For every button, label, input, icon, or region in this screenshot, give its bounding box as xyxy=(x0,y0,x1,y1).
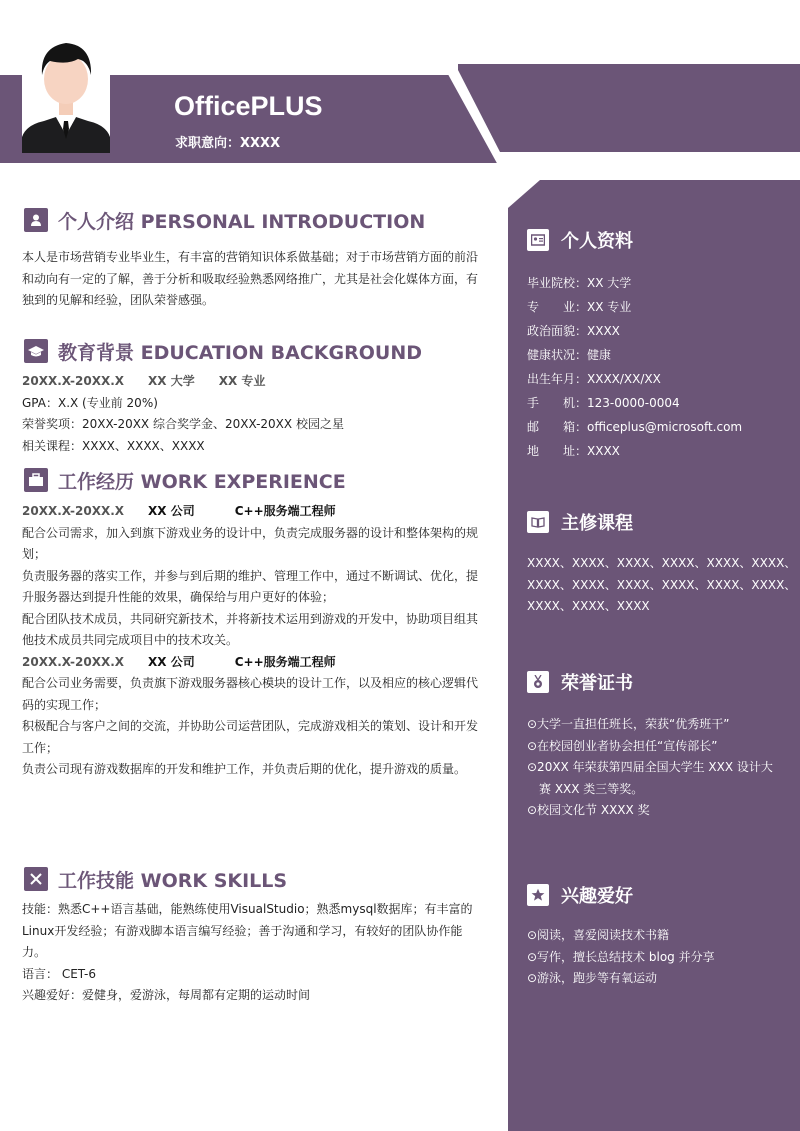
header-banner-right xyxy=(458,64,800,152)
profile-title: 个人资料 xyxy=(561,231,633,252)
star-icon xyxy=(527,884,549,906)
courses-title: 主修课程 xyxy=(561,513,633,534)
tools-icon xyxy=(24,867,48,891)
education-heading-row: 20XX.X-20XX.X XX 大学 XX 专业 xyxy=(22,374,266,388)
courses-section-header xyxy=(527,509,633,535)
work-section-header xyxy=(24,466,346,494)
hobbies-list: ⊙阅读，喜爱阅读技术书籍 ⊙写作，擅长总结技术 blog 并分享 ⊙游泳，跑步等有氧运动 xyxy=(527,928,715,985)
candidate-name: OfficePLUS xyxy=(174,91,323,121)
skills-title: 工作技能 WORK SKILLS xyxy=(58,869,288,892)
job-heading-row: 20XX.X-20XX.X XX 公司 C++服务端工程师 xyxy=(22,654,336,669)
avatar xyxy=(22,35,110,153)
intro-text: 本人是市场营销专业毕业生，有丰富的营销知识体系做基础；对于市场营销方面的前沿 和动向有一定的了解，善于分析和吸取经验熟悉网络推广，尤其是社会化媒体方面，有 独到的见解和经验，团队荣誉感强。 xyxy=(22,250,479,307)
skills-content: 技能：熟悉C++语言基础，能熟练使用VisualStudio；熟悉mysql数据库；有丰富的 Linux开发经验；有游戏脚本语言编写经验；善于沟通和学习，有较好的团队协作能 力。 语言： CET-6 兴趣爱好：爱健身，爱游泳，每周都有定期的运动时间 xyxy=(22,902,473,1002)
graduation-cap-icon xyxy=(24,339,48,363)
hobbies-title: 兴趣爱好 xyxy=(561,886,633,907)
job-heading-row: 20XX.X-20XX.X XX 公司 C++服务端工程师 xyxy=(22,504,336,518)
honors-list: ⊙大学一直担任班长，荣获“优秀班干” ⊙在校园创业者协会担任“宣传部长” ⊙20XX 年荣获第四届全国大学生 XXX 设计大赛 XXX 类三等奖。 ⊙校园文化节 XXXX 奖 xyxy=(527,717,773,817)
medal-icon xyxy=(527,671,549,693)
work-content: 20XX.X-20XX.X XX 公司 C++服务端工程师 配合公司需求，加入到旗下游戏业务的设计中，负责完成服务器的设计和整体架构的规 划； 负责服务器的落实工作，并参与到后期的维护、管理工作中，通过不断调试、优化，提 升服务器达到提升性能的效果，确保给与用户更好的体验； 配合团队技术成员，共同研究新技术，并将新技术运用到游戏的开发中，协助项目组其 他技术成员共同完成项目中的技术攻关。 20XX.X-20XX.X XX 公司 C++服务端工程师 配合公司业务需要，负责旗下游戏服务器核心模块的设计工作，以及相应的核心逻辑代 码的实现工作； 积极配合与客户之间的交流，并协助公司运营团队，完成游戏相关的策划、设计和开发 工作； 负责公司现有游戏数据库的开发和维护工作，并负责后期的优化，提升游戏的质量。 xyxy=(22,501,484,781)
hobbies-section-header xyxy=(527,882,633,908)
honors-section-header xyxy=(527,669,633,695)
honors-title: 荣誉证书 xyxy=(561,673,633,694)
profile-section-header xyxy=(527,227,633,253)
intro-section-header xyxy=(24,206,425,234)
work-title: 工作经历 WORK EXPERIENCE xyxy=(58,470,346,493)
briefcase-icon xyxy=(24,468,48,492)
profile-list: 毕业院校： XX 大学 专 业： XX 专业 政治面貌： XXXX 健康状况： 健康 出生年月： XXXX/XX/XX 手 机： 123-0000-0004 邮 箱： officeplus@microsoft.com 地 址： XXXX xyxy=(527,276,743,458)
id-card-icon xyxy=(527,229,549,251)
education-title: 教育背景 EDUCATION BACKGROUND xyxy=(58,341,422,364)
education-section-header xyxy=(24,337,422,365)
intro-title: 个人介绍 PERSONAL INTRODUCTION xyxy=(58,210,426,233)
job-intention: 求职意向：XXXX xyxy=(175,136,281,151)
book-icon xyxy=(527,511,549,533)
person-icon xyxy=(24,208,48,232)
education-content: 20XX.X-20XX.X XX 大学 XX 专业 GPA：X.X (专业前 20%) 荣誉奖项：20XX-20XX 综合奖学金、20XX-20XX 校园之星 相关课程：XXXX、XXXX、XXXX xyxy=(22,371,484,457)
courses-text: XXXX、XXXX、XXXX、XXXX、XXXX、XXXX、 XXXX、XXXX、XXXX、XXXX、XXXX、XXXX、 XXXX、XXXX、XXXX xyxy=(527,556,797,613)
skills-section-header xyxy=(24,865,287,893)
